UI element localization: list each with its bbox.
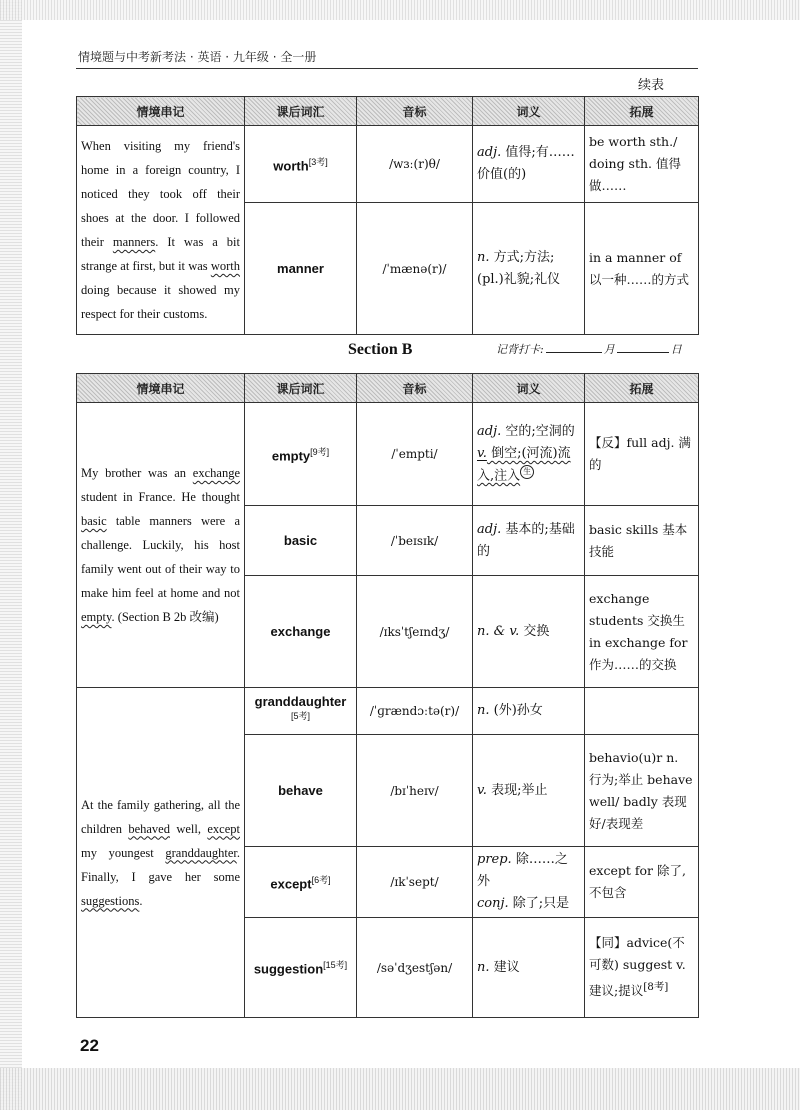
vocab-table-section-b: [76, 373, 699, 1018]
phonetic: /ˈbeɪsɪk/: [357, 506, 473, 576]
vocab-table-section-a: [76, 96, 699, 335]
keyword-underline: empty: [81, 610, 112, 624]
word-extension: basic skills 基本技能: [585, 506, 699, 576]
vocab-word: worth[3考]: [245, 126, 357, 203]
vocab-word: granddaughter [5考]: [245, 688, 357, 735]
word-meaning: v. 表现;举止: [473, 735, 585, 847]
column-header-phonetic: 音标: [357, 374, 473, 403]
word-meaning: n. 方式;方法;(pl.)礼貌;礼仪: [473, 203, 585, 335]
column-header-meaning: 词义: [473, 374, 585, 403]
word-meaning: adj. 空的;空洞的 v. 倒空;(河流)流入,注入 生: [473, 403, 585, 506]
table-row: [77, 126, 699, 203]
column-header-extension: 拓展: [585, 374, 699, 403]
word-extension: be worth sth./ doing sth. 值得做……: [585, 126, 699, 203]
column-header-meaning: 词义: [473, 97, 585, 126]
new-meaning-badge: 生: [520, 465, 534, 479]
keyword-underline: suggestions: [81, 893, 140, 908]
vocab-word: basic: [245, 506, 357, 576]
vocab-word: behave: [245, 735, 357, 847]
column-header-phonetic: 音标: [357, 97, 473, 126]
column-header-word: 课后词汇: [245, 374, 357, 403]
word-extension: 【反】full adj. 满的: [585, 403, 699, 506]
keyword-underline: except: [207, 821, 240, 836]
vocab-word: empty[9考]: [245, 403, 357, 506]
vocab-word: suggestion[15考]: [245, 918, 357, 1018]
keyword-underline: behaved: [128, 821, 170, 836]
word-extension: behavio(u)r n. 行为;举止 behave well/ badly 表现好/表现差: [585, 735, 699, 847]
phonetic: /ˈempti/: [357, 403, 473, 506]
phonetic: /bɪˈheɪv/: [357, 735, 473, 847]
word-extension: except for 除了,不包含: [585, 847, 699, 918]
column-header-word: 课后词汇: [245, 97, 357, 126]
keyword-underline: exchange: [192, 466, 240, 480]
book-header-title: 情境题与中考新考法 · 英语 · 九年级 · 全一册: [78, 50, 317, 64]
section-title: Section B: [348, 341, 413, 358]
vocab-word: exchange: [245, 576, 357, 688]
column-header-story: 情境串记: [77, 374, 245, 403]
table-header-row: [77, 374, 699, 403]
column-header-extension: 拓展: [585, 97, 699, 126]
keyword-underline: manners: [112, 235, 156, 249]
phonetic: /ˈmænə(r)/: [357, 203, 473, 335]
word-extension: 【同】advice(不可数) suggest v. 建议;提议[8考]: [585, 918, 699, 1018]
word-meaning: adj. 基本的;基础的: [473, 506, 585, 576]
keyword-underline: granddaughter: [165, 845, 237, 860]
table-continued-label: 续表: [638, 78, 665, 93]
exam-frequency-tag: [9考]: [310, 446, 330, 457]
word-meaning: prep. 除……之外 conj. 除了;只是: [473, 847, 585, 918]
exam-frequency-tag: [5考]: [290, 711, 310, 722]
scan-edge-left: [0, 0, 22, 1110]
word-extension: exchange students 交换生 in exchange for 作为……的交换: [585, 576, 699, 688]
phonetic: /səˈdʒestʃən/: [357, 918, 473, 1018]
vocab-word: manner: [245, 203, 357, 335]
word-meaning: n. (外)孙女: [473, 688, 585, 735]
memorize-checkin: 记背打卡: 月 日: [496, 343, 682, 356]
header-divider: [76, 68, 698, 69]
phonetic: /ɪksˈtʃeɪndʒ/: [357, 576, 473, 688]
exam-frequency-tag: [3考]: [308, 156, 328, 167]
vocab-word: except[6考]: [245, 847, 357, 918]
context-story: My brother was an exchange student in France. He thought basic table manners were a challenge. Luckily, his host family went out of their way to make him feel at home and not empty. (Section B 2b 改编): [77, 403, 245, 688]
context-story: When visiting my friend's home in a foreign country, I noticed they took off their shoes at the door. I followed their manners. It was a bit strange at first, but it was worth doing because it showed my respect for their customs.: [77, 126, 245, 335]
month-blank[interactable]: [546, 342, 602, 353]
scan-edge-top: [0, 0, 800, 20]
word-meaning: n. 建议: [473, 918, 585, 1018]
exam-frequency-tag: [6考]: [311, 874, 331, 885]
keyword-underline: worth: [210, 259, 240, 273]
day-blank[interactable]: [617, 342, 669, 353]
word-extension: [585, 688, 699, 735]
column-header-story: 情境串记: [77, 97, 245, 126]
word-meaning: n. & v. 交换: [473, 576, 585, 688]
exam-frequency-tag: [15考]: [323, 960, 348, 971]
scan-edge-bottom: [0, 1068, 800, 1110]
exam-frequency-tag: [8考]: [643, 981, 669, 994]
context-story: At the family gathering, all the children behaved well, except my youngest granddaughter. Finally, I gave her some suggestions.: [77, 688, 245, 1018]
phonetic: /wɜː(r)θ/: [357, 126, 473, 203]
table-row: [77, 403, 699, 506]
page-number: 22: [80, 1036, 99, 1055]
keyword-underline: basic: [81, 514, 107, 528]
phonetic: /ɪkˈsept/: [357, 847, 473, 918]
table-header-row: [77, 97, 699, 126]
word-extension: in a manner of 以一种……的方式: [585, 203, 699, 335]
table-row: [77, 688, 699, 735]
phonetic: /ˈɡrændɔːtə(r)/: [357, 688, 473, 735]
word-meaning: adj. 值得;有……价值(的): [473, 126, 585, 203]
